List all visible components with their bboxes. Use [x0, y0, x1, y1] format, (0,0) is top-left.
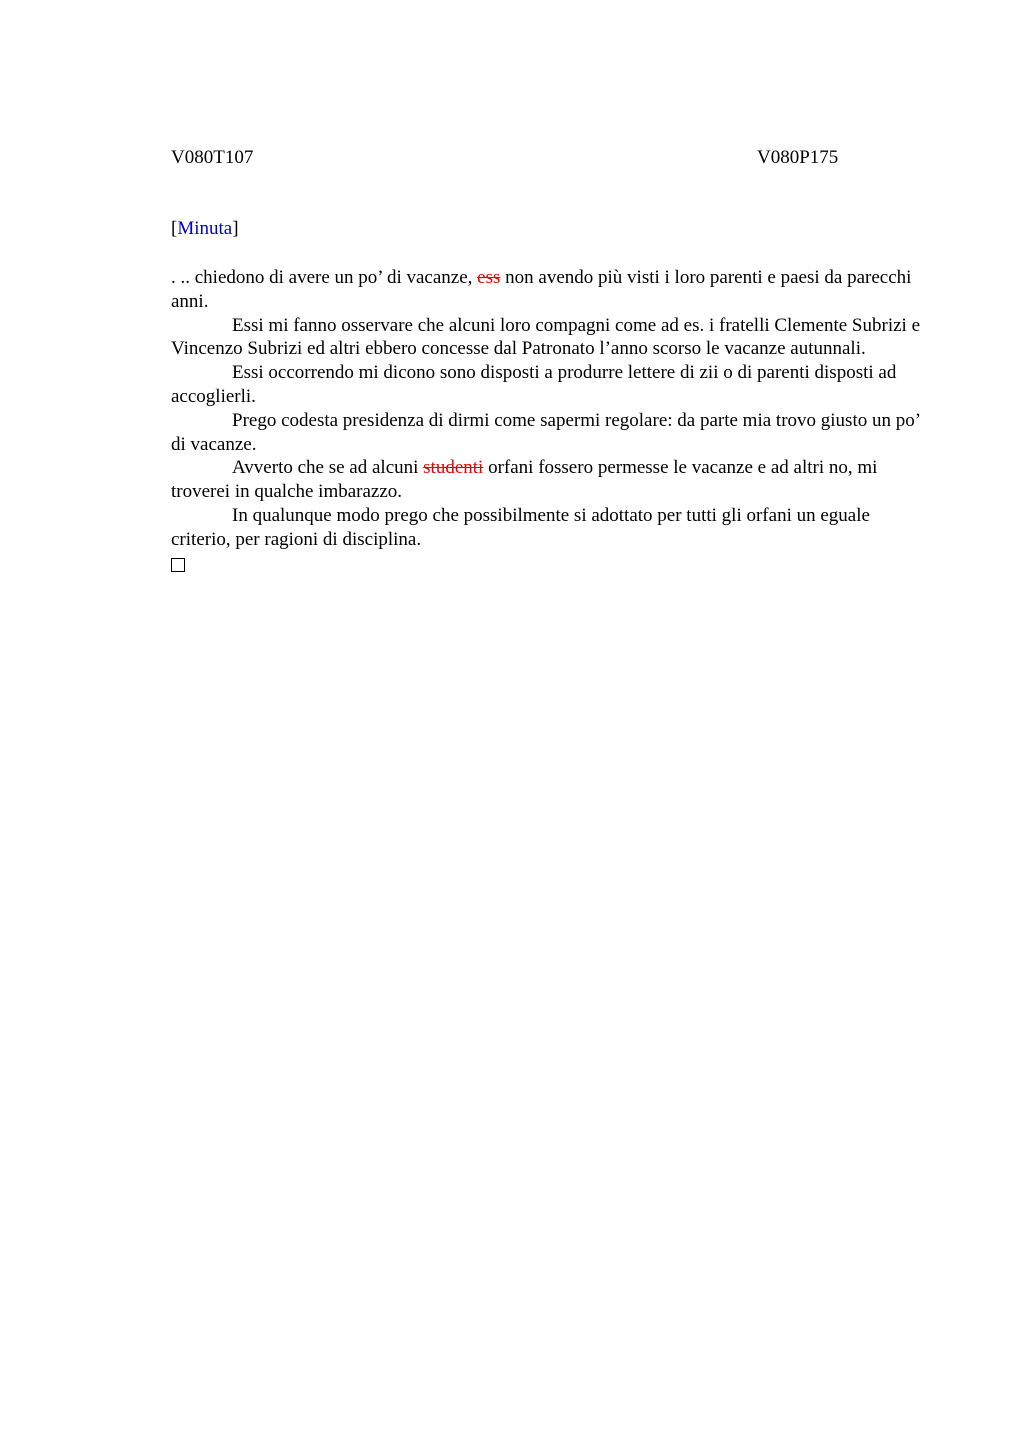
paragraph-6: In qualunque modo prego che possibilmente si adottato per tutti gli orfani un eguale criterio, per ragioni di disciplina. [171, 504, 870, 550]
empty-square-icon [171, 558, 185, 572]
paragraph-1-text-after: non avendo più visti i loro parenti e paesi da parecchi anni. [171, 267, 912, 312]
paragraph-3: Essi occorrendo mi dicono sono disposti a produrre lettere di zii o di parenti disposti ad accoglierli. [171, 362, 897, 407]
document-type [171, 218, 239, 240]
deleted-word: studenti [423, 457, 484, 479]
paragraph-2: Essi mi fanno osservare che alcuni loro compagni come ad es. i fratelli Clemente Subrizi e Vincenzo Subrizi ed altri ebbero concesse dal Patronato l’anno scorso le vacanze autunnali. [171, 314, 920, 360]
document-code-left: V080T107 [171, 147, 254, 168]
close-bracket: ] [232, 218, 239, 239]
open-bracket: [ [171, 218, 178, 239]
deleted-word: ess [477, 267, 501, 288]
paragraph-1 [171, 266, 931, 314]
letter-body [171, 266, 931, 572]
paragraph-1-text-before: . .. chiedono di avere un po’ di vacanze, [171, 267, 478, 288]
document-code-right: V080P175 [757, 147, 839, 168]
paragraph-5-text-before: Avverto che se ad alcuni [232, 457, 424, 479]
paragraph-4: Prego codesta presidenza di dirmi come sapermi regolare: da parte mia trovo giusto un po’ di vacanze. [171, 409, 920, 455]
document-type-label: Minuta [177, 218, 233, 239]
paragraph-5-text-after: orfani fossero permesse le vacanze e ad altri no, mi troverei in qualche imbarazzo. [171, 457, 878, 503]
paragraph-5 [171, 456, 931, 504]
